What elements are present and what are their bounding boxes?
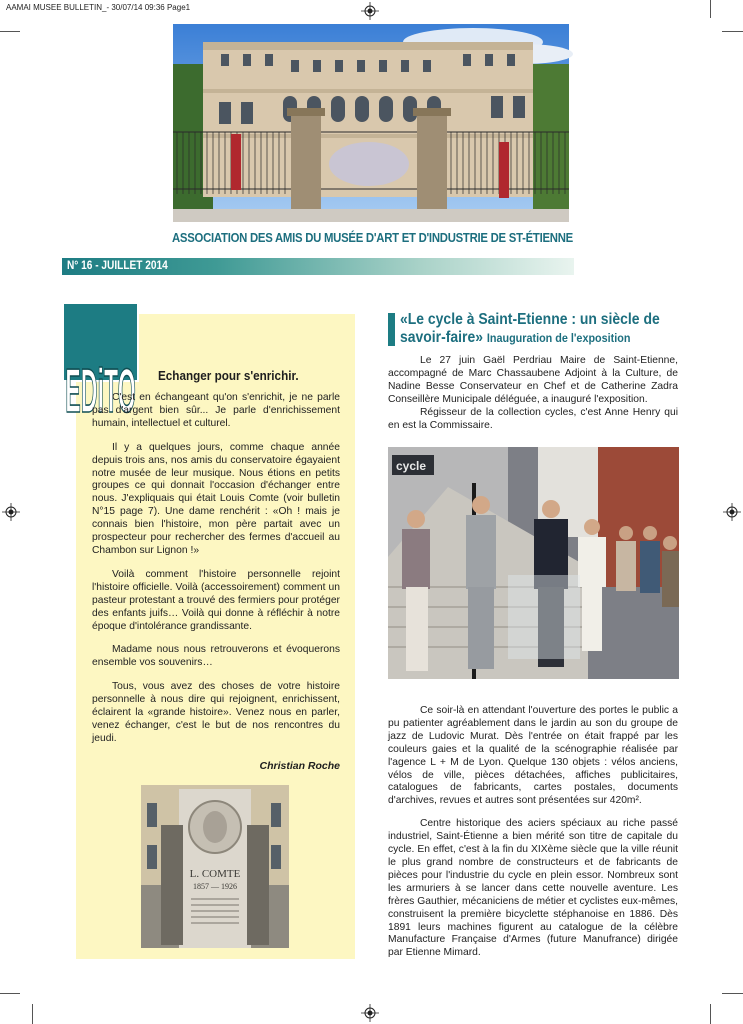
registration-mark-icon xyxy=(361,2,379,20)
louis-comte-monument-photo xyxy=(141,785,289,948)
edito-heading: Echanger pour s'enrichir. xyxy=(158,368,299,383)
article-title-bar xyxy=(388,313,395,346)
article-body-paragraph: Centre historique des aciers spéciaux au riche passé industriel, Saint-Étienne a bien mérité son titre de capitale du cycle. En effet, c'est à la fin du XIXème siècle que la ville réunit le plus grand nombre de constructeurs et de fabricants de pièces pour l'industrie du cycle en plein essor. Nombreux sont les armuriers à se lancer dans cette nouvelle aventure. Les frères Gauthier, mécaniciens de métier et cyclistes eux-mêmes, construisent la première bicyclette stéphanoise en 1886. Dès 1891 leurs machines figurent au catalogue de la célèbre Manufacture Française d'Armes (future Manufrance) dirigée par Etienne Mimard. xyxy=(388,818,678,959)
registration-mark-icon xyxy=(2,503,20,521)
crop-mark xyxy=(710,0,711,18)
cycle-sign: cycle xyxy=(396,459,427,473)
edito-paragraph: Madame nous nous retrouverons et évoquerons ensemble vos souvenirs… xyxy=(92,644,340,669)
edito-body xyxy=(92,392,340,757)
crop-mark xyxy=(0,993,20,994)
edito-signature: Christian Roche xyxy=(259,760,340,772)
article-intro-paragraph: Régisseur de la collection cycles, c'est Anne Henry qui en est la Commissaire. xyxy=(388,406,678,431)
edito-paragraph: C'est en échangeant qu'on s'enrichit, je ne parle pas d'argent bien sûr... Je parle d'enrichissement humain, intellectuel et culturel. xyxy=(92,392,340,429)
article-subtitle: Inauguration de l'exposition xyxy=(486,331,631,345)
edito-paragraph: Il y a quelques jours, comme chaque année depuis trois ans, nos amis du conservatoire égayaient notre musée de leur musique. Nous étions en petits groupes ce qui donnait l'occasion d'échanger entre nous. J'expliquais qui était Louis Comte (voir bulletin N°15 page 7). Une dame renchérit : «Oh ! mais je connais bien l'histoire, mon père partait avec un prospecteur pour rechercher des fermes d'accueil au Chambon sur Lignon !» xyxy=(92,441,340,556)
monument-dates: 1857 — 1926 xyxy=(193,882,237,891)
article-intro-paragraph: Le 27 juin Gaël Perdriau Maire de Saint-Etienne, accompagné de Marc Chassaubene Adjoint à la Culture, de Nadine Besse Conservateur en Chef et de Catherine Zadra Conseillère Municipale déléguée, a inauguré l'exposition. xyxy=(388,355,678,405)
registration-mark-icon xyxy=(723,503,741,521)
crop-mark xyxy=(722,31,743,32)
inauguration-photo xyxy=(388,447,679,679)
article-title xyxy=(400,311,661,347)
crop-mark xyxy=(710,1004,711,1024)
edito-paragraph: Tous, vous avez des choses de votre histoire personnelle à nous dire qui rejoignent, enrichissent, éclairent la «grande histoire». Venez nous en parler, venez échanger, c'est le but de nos rencontres du jeudi. xyxy=(92,681,340,744)
edito-logo xyxy=(62,302,139,426)
crop-mark xyxy=(32,1004,33,1024)
crop-mark xyxy=(722,993,743,994)
svg-text:EDiTO: EDiTO xyxy=(65,356,136,426)
association-title: ASSOCIATION DES AMIS DU MUSÉE D'ART ET D'INDUSTRIE DE ST-ÉTIENNE xyxy=(172,230,573,245)
article-intro xyxy=(388,355,678,442)
print-header: AAMAI MUSEE BULLETIN_- 30/07/14 09:36 Page1 xyxy=(6,3,191,12)
crop-mark xyxy=(0,31,20,32)
monument-name: L. COMTE xyxy=(189,868,241,880)
registration-mark-icon xyxy=(361,1004,379,1022)
article-body xyxy=(388,705,678,970)
issue-label: N° 16 - JUILLET 2014 xyxy=(67,260,168,272)
article-title-text: «Le cycle à Saint-Etienne : un siècle de savoir-faire» xyxy=(400,311,660,346)
article-body-paragraph: Ce soir-là en attendant l'ouverture des portes le public a pu patienter agréablement dans le jardin au son du groupe de jazz de Ludovic Murat. Dès l'entrée on était frappé par les couleurs gaies et la qualité de la scénographie réalisée par l'agence L + M de Lyon. Quelque 130 objets : vélos anciens, vélos de ville, pièces détachées, affiches publicitaires, catalogues de fabricants, cartes postales, documents d'archives, revues et autres sont présentées sur 420m². xyxy=(388,705,678,807)
museum-facade-photo xyxy=(173,24,569,222)
edito-paragraph: Voilà comment l'histoire personnelle rejoint l'histoire officielle. Voilà (accessoirement) comment un pasteur protestant a trouvé des fermiers pour protéger des enfants juifs… Voilà qui donne à réfléchir à notre époque d'intolérance grandissante. xyxy=(92,568,340,632)
